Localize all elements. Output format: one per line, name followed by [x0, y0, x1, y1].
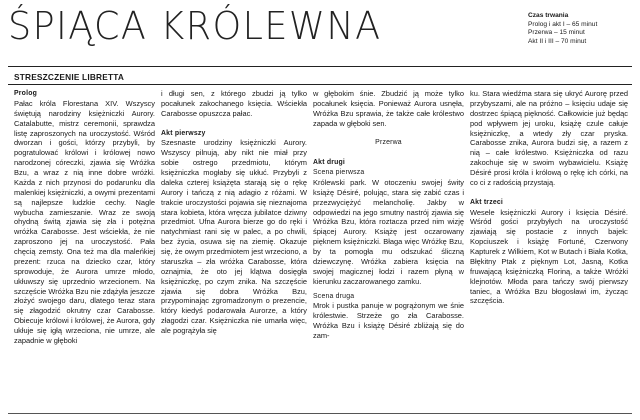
column-4 [470, 89, 628, 306]
scene-two-label: Scena druga [313, 292, 355, 300]
column-3 [313, 89, 464, 341]
act-two-heading: Akt drugi [313, 159, 346, 167]
act-three-heading: Akt trzeci [470, 198, 504, 206]
act-two-continued-paragraph: ku. Stara wiedźma stara się ukryć Aurorę przed przybyszami, ale na próżno – księciu udaje się dostrzec śpiącą piękność. Całkowicie już będąc pod wpływem jej uroku, książę czule całuje księżniczkę, a wtedy zły czar pryska. Carabosse znika, Aurora budzi się, a razem z nią – całe królestwo. Księżniczka od razu zakochuje się w swoim wybawicielu. Książę Désiré prosi króla i królową o rękę ich córki, na co ci z radością przystają. [470, 89, 628, 187]
column-1 [14, 89, 155, 346]
duration-line-prologue: Prolog i akt I – 65 minut [528, 20, 598, 28]
duration-line-intermission: Przerwa – 15 minut [528, 29, 585, 37]
page-title: ŚPIĄCA KRÓLEWNA [8, 4, 382, 48]
section-rule [8, 84, 632, 85]
duration-box [528, 12, 636, 46]
act-one-continued-paragraph: w głębokim śnie. Zbudzić ją może tylko pocałunek księcia. Ponieważ Aurora usnęła, Wróżka Bzu sprawia, że także całe królestwo zapada w głęboki sen. [313, 89, 464, 128]
prologue-continued-paragraph: i długi sen, z którego zbudzi ją tylko pocałunek zakochanego księcia. Wściekła Carabosse opuszcza pałac. [161, 89, 307, 118]
bottom-rule [8, 413, 632, 414]
act-one-paragraph: Szesnaste urodziny księżniczki Aurory. Wszyscy pilnują, aby nikt nie miał przy sobie ostrego przedmiotu, którym księżniczka mogłaby się ukłuć. Przybyli z daleka czterej książęta starają się o rękę Aurory i tańczą z nią adagio z różami. W trakcie uroczystości pojawia się nieznajoma stara kobieta, która wręcza jubilatce dziwny przedmiot. Ufna Aurora bierze go do ręki i natychmiast rani się w palec, a po chwili, bez życia, osuwa się na ziemię. Okazuje się, że owym przedmiotem jest wrzeciono, a staruszka – zła wróżka Carabosse, która oznajmia, że oto jej klątwa dosięgła księżniczkę, po czym znika. Na szczęście zjawia się dobra Wróżka Bzu, przypominając zgromadzonym o prezencie, który kiedyś podarowała Aurorze, a który złagodzi czar. Księżniczka nie umarła więc, ale pogrążyła się [161, 138, 307, 335]
column-2 [161, 89, 307, 336]
act-two-scene-one-paragraph: Królewski park. W otoczeniu swojej świty książę Désiré, polując, stara się zabić czas i przezwyciężyć melancholię. Jakby w odpowiedzi na jego smutny nastrój zjawia się Wróżka Bzu, która roztacza przed nim wizję śpiącej Aurory. Książę jest oczarowany pięknem księżniczki. Błaga więc Wróżkę Bzu, by ta pomogła mu odszukać śliczną dziewczynę. Wróżka zabiera księcia na swojej magicznej łodzi i razem płyną w kierunku zaczarowanego zamku. [313, 177, 464, 286]
prologue-paragraph: Pałac króla Florestana XIV. Wszyscy świętują narodziny księżniczki Aurory. Catalabutte, mistrz ceremonii, sprawdza listę zaproszonych na uroczystość. Wśród dworzan i gości, którzy przybyli, by pogratulować królowi i królowej nowo narodzonej córeczki, zjawia się Wróżka Bzu, a wraz z nią inne dobre wróżki. Każda z nich przynosi do podarunku dla malenkiej księżniczki, a owymi prezentami są najlepsze ludzkie cechy. Nagle wybucha zamieszanie. Wraz ze swoją ohydną świtą zjawia się zła i potężna wróżka Carabosse. Jest wściekła, że nie zaproszono jej na uroczystość. Pała chęcią zemsty. Ona też ma dla maleńkiej prezent: rzuca na dziecko czar, który sprowoduje, że Aurora umrze młodo, ukłuwszy się uprzednio wrzecionem. Na szczęście Wróżka Bzu nie zdążyła jeszcze złożyć swojego daru, dlatego teraz stara się złagodzić okrutny czar Carabosse. Obiecuje królowi i królowej, że Aurora, gdy ukłuje się igłą wrzeciona, nie umrze, ale zapadnie w głęboki [14, 98, 155, 345]
act-one-heading: Akt pierwszy [161, 129, 206, 137]
intermission-label: Przerwa [375, 139, 402, 147]
duration-line-acts: Akt II i III – 70 minut [528, 37, 587, 45]
section-heading: STRESZCZENIE LIBRETTA [14, 72, 125, 82]
top-rule [8, 66, 632, 67]
act-three-paragraph: Wesele księżniczki Aurory i księcia Désiré. Wśród gości przybyłych na uroczystość zjawiają się postacie z innych bajek: Kopciuszek i książę Fortuné, Czerwony Kapturek z Wilkiem, Kot w Butach i Biała Kotka, Błękitny Ptak z pięknym Lot, Jasną, Kotka fruwającą księżniczką Floriną, a także Wróżki klejnotów. Młoda para tańczy swój pierwszy taniec, a Wróżka Bzu błogosławi im, życząc szczęścia. [470, 207, 628, 306]
prologue-heading: Prolog [14, 90, 38, 97]
duration-heading: Czas trwania [528, 12, 569, 19]
scene-one-label: Scena pierwsza [313, 169, 365, 176]
act-two-scene-two-paragraph: Mrok i pustka panuje w pogrążonym we śnie królestwie. Strzeże go zła Carabosse. Wróżka Bzu i książę Désiré zbliżają się do zam- [313, 301, 464, 340]
